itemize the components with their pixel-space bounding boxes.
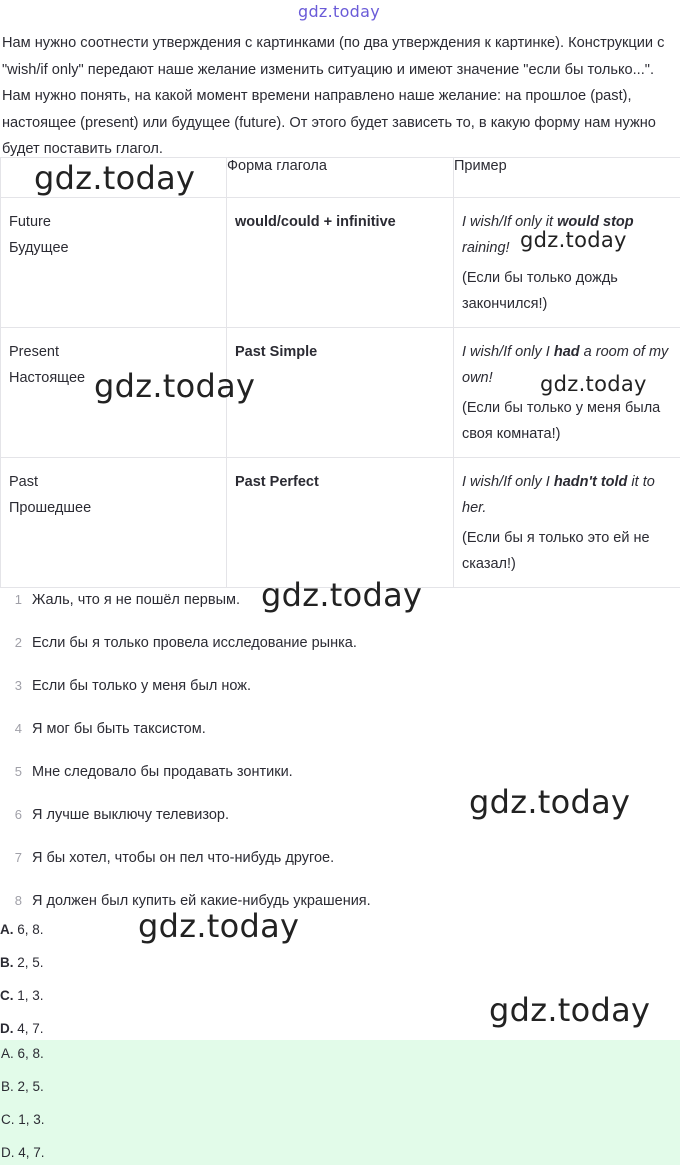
- example: [462, 469, 672, 521]
- time-en: Future: [9, 209, 218, 235]
- example-translation: (Если бы только дождь закончился!): [462, 265, 672, 317]
- time-en: Past: [9, 469, 218, 495]
- example-verb: would stop: [557, 214, 634, 230]
- answer-item: [0, 1106, 680, 1139]
- answer-item: [0, 1139, 680, 1172]
- time-ru: Будущее: [9, 235, 218, 261]
- item-number: 1: [0, 582, 22, 618]
- example-start: I wish/If only I: [462, 474, 554, 490]
- item-number: 6: [0, 797, 22, 833]
- option-letter: B.: [0, 955, 14, 970]
- item-text: Я бы хотел, чтобы он пел что-нибудь другое.: [32, 850, 334, 866]
- example-start: I wish/If only I: [462, 344, 554, 360]
- list-item: [0, 625, 680, 668]
- watermark: gdz.today: [520, 230, 627, 251]
- watermark: gdz.today: [138, 910, 299, 942]
- watermark: gdz.today: [540, 374, 647, 395]
- header-form: Форма глагола: [227, 158, 454, 198]
- item-text: Жаль, что я не пошёл первым.: [32, 592, 240, 608]
- watermark: gdz.today: [94, 370, 255, 402]
- example-end: raining!: [462, 240, 510, 256]
- option-item: [0, 950, 44, 983]
- picture-options: [0, 917, 44, 1049]
- list-item: [0, 711, 680, 754]
- item-number: 8: [0, 883, 22, 919]
- item-text: Я мог бы быть таксистом.: [32, 721, 206, 737]
- example-start: I wish/If only it: [462, 214, 557, 230]
- example-verb: hadn't told: [554, 474, 628, 490]
- answer-letter: B.: [1, 1079, 14, 1094]
- answer-item: [0, 1040, 680, 1073]
- option-item: [0, 983, 44, 1016]
- watermark: gdz.today: [489, 994, 650, 1026]
- example-end: a room of my own!: [462, 344, 668, 386]
- option-letter: A.: [0, 922, 14, 937]
- watermark: gdz.today: [34, 162, 195, 194]
- answer-item: [0, 1073, 680, 1106]
- list-item: [0, 668, 680, 711]
- option-value: 6, 8.: [17, 922, 43, 937]
- list-item: [0, 840, 680, 883]
- answer-letter: D.: [1, 1145, 15, 1160]
- example-end: it to her.: [462, 474, 655, 516]
- time-en: Present: [9, 339, 218, 365]
- item-text: Если бы я только провела исследование рынка.: [32, 635, 357, 651]
- answer-value: 2, 5.: [18, 1079, 44, 1094]
- intro-paragraph: Нам нужно соотнести утверждения с картинками (по два утверждения к картинке). Конструкции с "wish/if only" передают наше желание изменить ситуацию и имеют значение "если бы только...". Нам нужно понять, на какой момент времени направлено наше желание: на прошлое (past), настоящее (present) или будущее (future). От этого будет зависеть то, в какую форму нам нужно будет поставить глагол.: [2, 30, 672, 163]
- option-item: [0, 917, 44, 950]
- watermark: gdz.today: [469, 786, 630, 818]
- item-text: Если бы только у меня был нож.: [32, 678, 251, 694]
- option-value: 2, 5.: [17, 955, 43, 970]
- table-row: [1, 198, 680, 328]
- verb-form: Past Simple: [235, 339, 445, 365]
- time-ru: Прошедшее: [9, 495, 218, 521]
- watermark-top: gdz.today: [298, 4, 380, 20]
- item-number: 7: [0, 840, 22, 876]
- answer-value: 4, 7.: [18, 1145, 44, 1160]
- answer-letter: A.: [1, 1046, 14, 1061]
- verb-form: would/could + infinitive: [235, 209, 445, 235]
- option-letter: C.: [0, 988, 14, 1003]
- example-verb: had: [554, 344, 580, 360]
- example-translation: (Если бы только у меня была своя комната!): [462, 395, 672, 447]
- option-letter: D.: [0, 1021, 14, 1036]
- option-value: 1, 3.: [17, 988, 43, 1003]
- list-item: [0, 883, 680, 926]
- answer-value: 6, 8.: [18, 1046, 44, 1061]
- option-value: 4, 7.: [17, 1021, 43, 1036]
- sentence-list: [0, 582, 680, 926]
- item-text: Мне следовало бы продавать зонтики.: [32, 764, 293, 780]
- item-number: 5: [0, 754, 22, 790]
- item-text: Я лучше выключу телевизор.: [32, 807, 229, 823]
- verb-form: Past Perfect: [235, 469, 445, 495]
- example-translation: (Если бы я только это ей не сказал!): [462, 525, 672, 577]
- item-number: 4: [0, 711, 22, 747]
- answer-block: [0, 1040, 680, 1165]
- time-ru: Настоящее: [9, 365, 218, 391]
- answer-value: 1, 3.: [18, 1112, 44, 1127]
- item-text: Я должен был купить ей какие-нибудь украшения.: [32, 893, 371, 909]
- watermark: gdz.today: [261, 579, 422, 611]
- item-number: 3: [0, 668, 22, 704]
- item-number: 2: [0, 625, 22, 661]
- header-example: Пример: [454, 158, 680, 198]
- answer-letter: C.: [1, 1112, 15, 1127]
- table-row: [1, 458, 680, 588]
